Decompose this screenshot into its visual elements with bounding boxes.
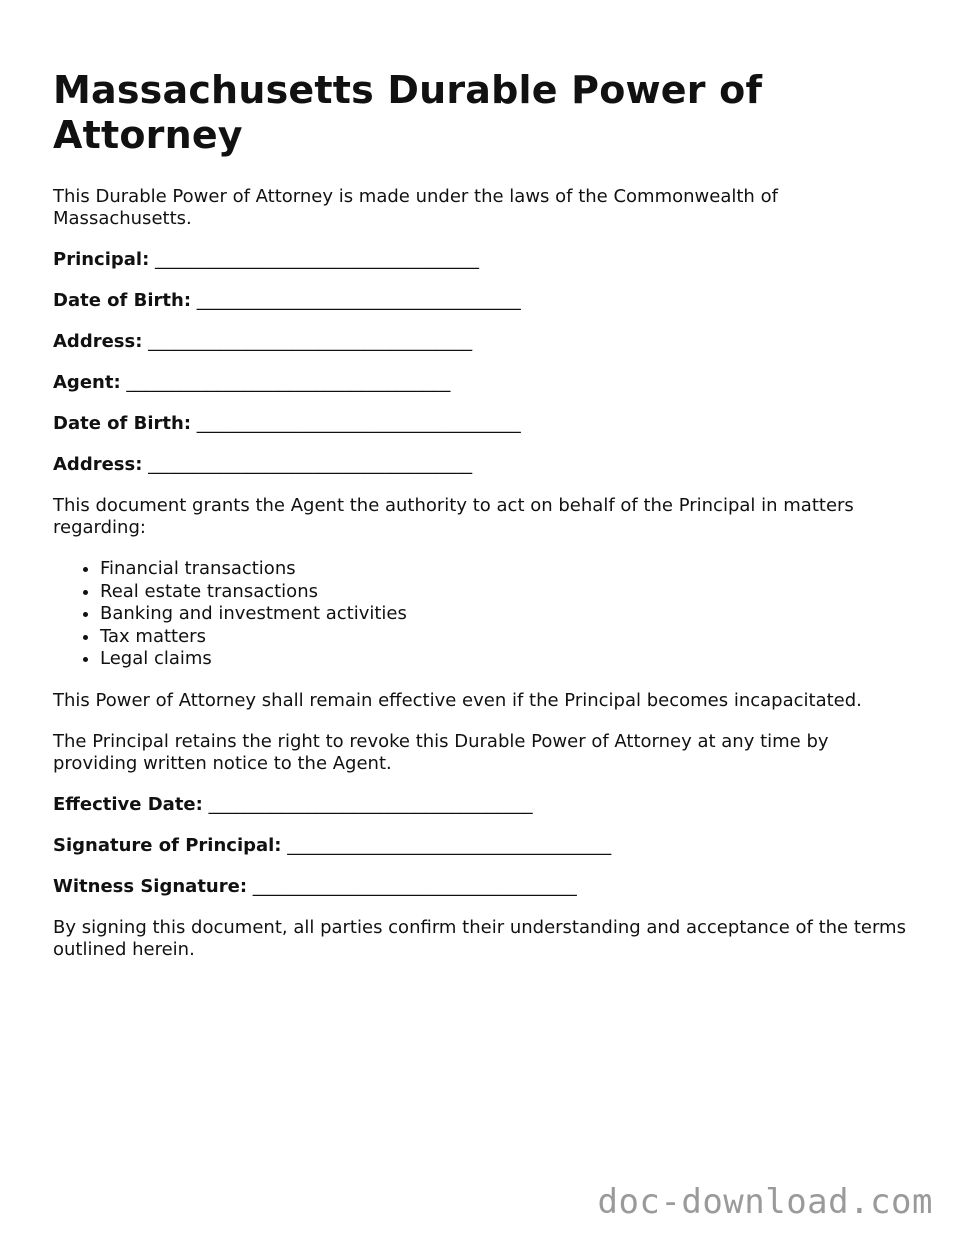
principal-label: Principal: [53,249,150,270]
durability-paragraph: This Power of Attorney shall remain effective even if the Principal becomes incapacitated. [53,689,862,711]
effective-date-blank[interactable]: ____________________________________ [208,793,533,815]
list-item: • Financial transactions [100,558,913,581]
list-item: • Legal claims [100,648,913,671]
list-item: • Real estate transactions [100,581,913,604]
agent-dob-field[interactable] [53,413,913,435]
agent-dob-label: Date of Birth: [53,413,192,434]
effective-date-field[interactable] [53,794,913,816]
principal-dob-blank[interactable]: ____________________________________ [196,290,521,311]
intro-paragraph: This Durable Power of Attorney is made under the laws of the Commonwealth of Massachusetts. [53,186,778,229]
principal-blank[interactable]: ____________________________________ [155,249,480,270]
agent-address-blank[interactable]: ____________________________________ [148,454,473,475]
principal-field[interactable] [53,249,913,271]
watermark: doc-download.com [597,1182,933,1222]
agent-dob-blank[interactable]: ____________________________________ [196,413,521,434]
closing-paragraph: By signing this document, all parties confirm their understanding and acceptance of the terms outlined herein. [53,916,906,960]
agent-label: Agent: [53,372,121,393]
principal-signature-field[interactable] [53,835,913,857]
list-item: • Banking and investment activities [100,603,913,626]
agent-blank[interactable]: ____________________________________ [126,372,451,393]
principal-address-label: Address: [53,331,143,352]
witness-signature-label: Witness Signature: [53,875,248,897]
agent-address-field[interactable] [53,454,913,476]
grant-paragraph: This document grants the Agent the authority to act on behalf of the Principal in matters regarding: [53,495,854,538]
witness-signature-field[interactable] [53,876,913,898]
principal-address-field[interactable] [53,331,913,353]
principal-signature-blank[interactable]: ____________________________________ [287,834,612,856]
principal-address-blank[interactable]: ____________________________________ [148,331,473,352]
effective-date-label: Effective Date: [53,793,203,815]
document-title: Massachusetts Durable Power of Attorney [53,68,763,157]
agent-address-label: Address: [53,454,143,475]
revocation-paragraph: The Principal retains the right to revoke this Durable Power of Attorney at any time by providing written notice to the Agent. [53,730,829,774]
principal-signature-label: Signature of Principal: [53,834,282,856]
principal-dob-label: Date of Birth: [53,290,192,311]
document-page [53,68,913,980]
matters-list [53,558,913,671]
witness-signature-blank[interactable]: ____________________________________ [252,875,577,897]
principal-dob-field[interactable] [53,290,913,312]
list-item: • Tax matters [100,626,913,649]
agent-field[interactable] [53,372,913,394]
